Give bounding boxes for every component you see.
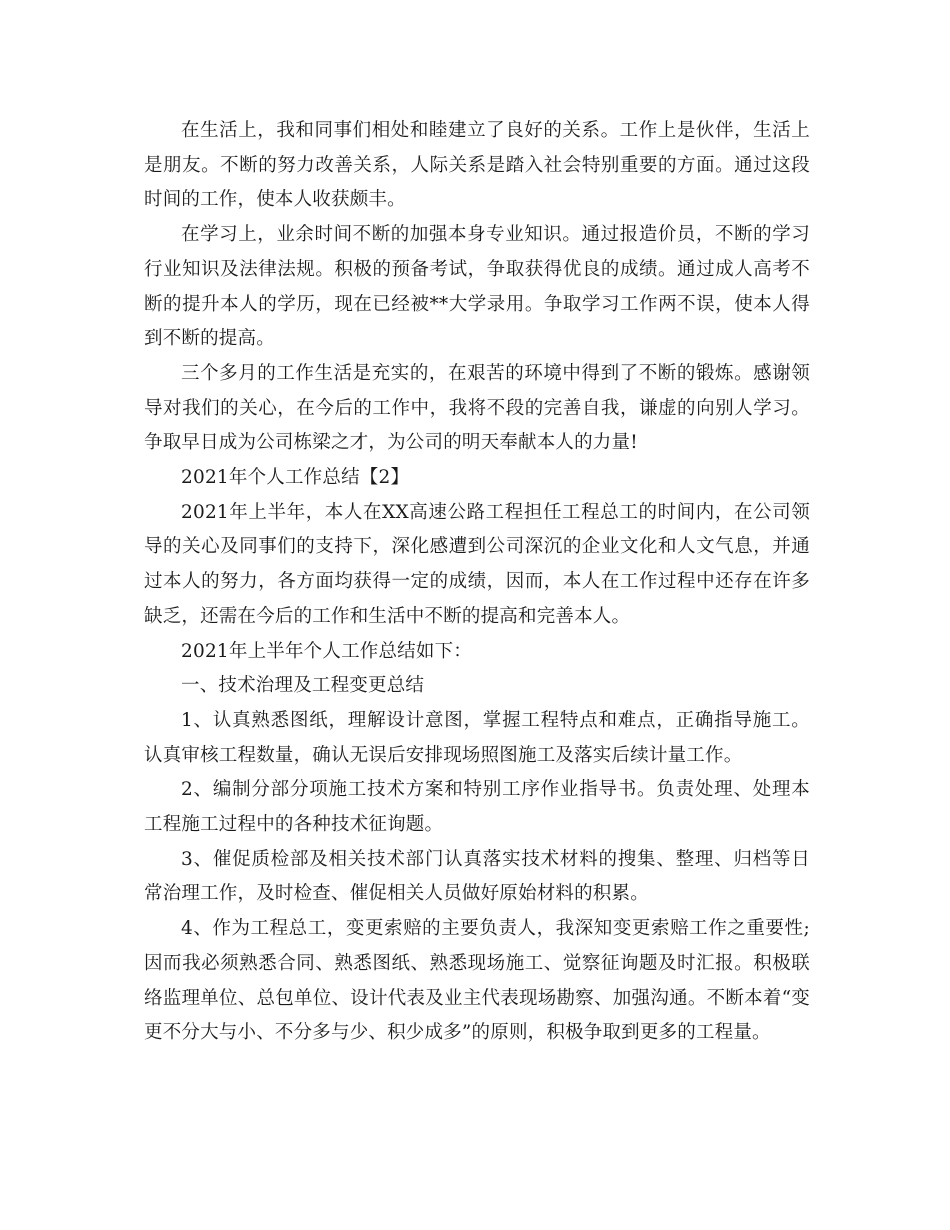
list-item-4: 4、作为工程总工，变更索赔的主要负责人，我深知变更索赔工作之重要性;因而我必须熟悉合同、熟悉图纸、熟悉现场施工、觉察征询题及时汇报。积极联络监理单位、总包单位、设计代表及业主代表现场勘察、加强沟通。不断本着“变更不分大与小、不分多与少、积少成多”的原则，积极争取到更多的工程量。 bbox=[144, 918, 810, 1044]
document-page bbox=[144, 114, 810, 1051]
section-heading-tech-management: 一、技术治理及工程变更总结 bbox=[181, 675, 425, 697]
section-title-summary-2: 2021年个人工作总结【2】 bbox=[181, 467, 410, 489]
paragraph-summary-lead: 2021年上半年个人工作总结如下： bbox=[181, 640, 472, 662]
paragraph-life: 在生活上，我和同事们相处和睦建立了良好的关系。工作上是伙伴，生活上是朋友。不断的努力改善关系，人际关系是踏入社会特别重要的方面。通过这段时间的工作，使本人收获颇丰。 bbox=[144, 120, 810, 211]
list-item-3: 3、催促质检部及相关技术部门认真落实技术材料的搜集、整理、归档等日常治理工作，及时检查、催促相关人员做好原始材料的积累。 bbox=[144, 848, 810, 905]
paragraph-intro: 2021年上半年，本人在XX高速公路工程担任工程总工的时间内，在公司领导的关心及同事们的支持下，深化感遭到公司深沉的企业文化和人文气息，并通过本人的努力，各方面均获得一定的成绩，因而，本人在工作过程中还存在许多缺乏，还需在今后的工作和生活中不断的提高和完善本人。 bbox=[144, 501, 810, 627]
paragraph-summary: 三个多月的工作生活是充实的，在艰苦的环境中得到了不断的锻炼。感谢领导对我们的关心，在今后的工作中，我将不段的完善自我，谦虚的向别人学习。争取早日成为公司栋梁之才，为公司的明天奉献本人的力量! bbox=[144, 362, 810, 454]
list-item-1: 1、认真熟悉图纸，理解设计意图，掌握工程特点和难点，正确指导施工。认真审核工程数量，确认无误后安排现场照图施工及落实后续计量工作。 bbox=[144, 709, 810, 766]
paragraph-study: 在学习上，业余时间不断的加强本身专业知识。通过报造价员，不断的学习行业知识及法律法规。积极的预备考试，争取获得优良的成绩。通过成人高考不断的提升本人的学历，现在已经被**大学录用。争取学习工作两不误，使本人得到不断的提高。 bbox=[144, 224, 810, 350]
list-item-2: 2、编制分部分项施工技术方案和特别工序作业指导书。负责处理、处理本工程施工过程中的各种技术征询题。 bbox=[144, 779, 810, 836]
